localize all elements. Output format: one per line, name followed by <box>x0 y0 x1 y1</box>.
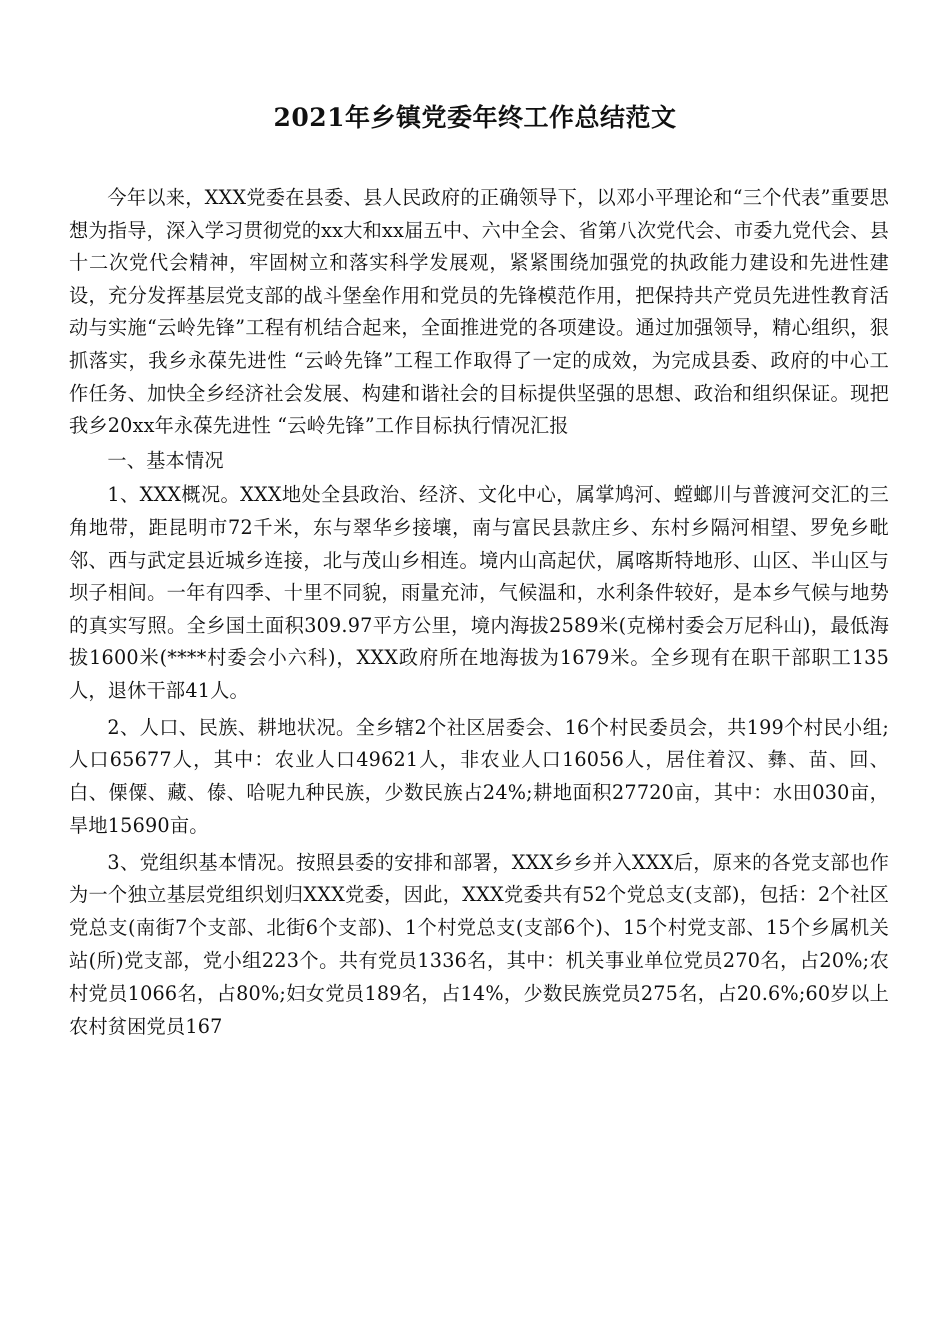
paragraph-population: 2、人口、民族、耕地状况。全乡辖2个社区居委会、16个村民委员会，共199个村民小组;人口65677人，其中：农业人口49621人，非农业人口16056人，居住着汉、彝、苗、回、白、傈僳、藏、傣、哈呢九种民族，少数民族占24%;耕地面积27720亩，其中：水田030亩，旱地15690亩。 <box>69 715 889 837</box>
paragraph-intro: 今年以来，XXX党委在县委、县人民政府的正确领导下，以邓小平理论和“三个代表”重要思想为指导，深入学习贯彻党的xx大和xx届五中、六中全会、省第八次党代会、市委九党代会、县十二次党代会精神，牢固树立和落实科学发展观，紧紧围绕加强党的执政能力建设和先进性建设，充分发挥基层党支部的战斗堡垒作用和党员的先锋模范作用，把保持共产党员先进性教育活动与实施“云岭先锋”工程有机结合起来，全面推进党的各项建设。通过加强领导，精心组织，狠抓落实，我乡永葆先进性 “云岭先锋”工程工作取得了一定的成效，为完成县委、政府的中心工作任务、加快全乡经济社会发展、构建和谐社会的目标提供坚强的思想、政治和组织保证。现把我乡20xx年永葆先进性 “云岭先锋”工作目标执行情况汇报 <box>69 186 889 438</box>
document-title: 2021年乡镇党委年终工作总结范文 <box>273 103 677 132</box>
paragraph-party-organization: 3、党组织基本情况。按照县委的安排和部署，XXX乡乡并入XXX后，原来的各党支部也作为一个独立基层党组织划归XXX党委，因此，XXX党委共有52个党总支(支部)，包括：2个社区党总支(南街7个支部、北街6个支部)、1个村党总支(支部6个)、15个村党支部、15个乡属机关站(所)党支部，党小组223个。共有党员1336名，其中：机关事业单位党员270名，占20%;农村党员1066名，占80%;妇女党员189名，占14%，少数民族党员275名，占20.6%;60岁以上农村贫困党员167 <box>69 850 889 1038</box>
document-body <box>69 182 889 1043</box>
section-heading-basic-info: 一、基本情况 <box>107 448 224 472</box>
paragraph-overview: 1、XXX概况。XXX地处全县政治、经济、文化中心，属掌鸠河、螳螂川与普渡河交汇的三角地带，距昆明市72千米，东与翠华乡接壤，南与富民县款庄乡、东村乡隔河相望、罗免乡毗邻、西与武定县近城乡连接，北与茂山乡相连。境内山高起伏，属喀斯特地形、山区、半山区与坝子相间。一年有四季、十里不同貌，雨量充沛，气候温和，水利条件较好，是本乡气候与地势的真实写照。全乡国土面积309.97平方公里，境内海拔2589米(克梯村委会万尼科山)，最低海拔1600米(****村委会小六科)，XXX政府所在地海拔为1679米。全乡现有在职干部职工135人，退休干部41人。 <box>69 483 889 702</box>
